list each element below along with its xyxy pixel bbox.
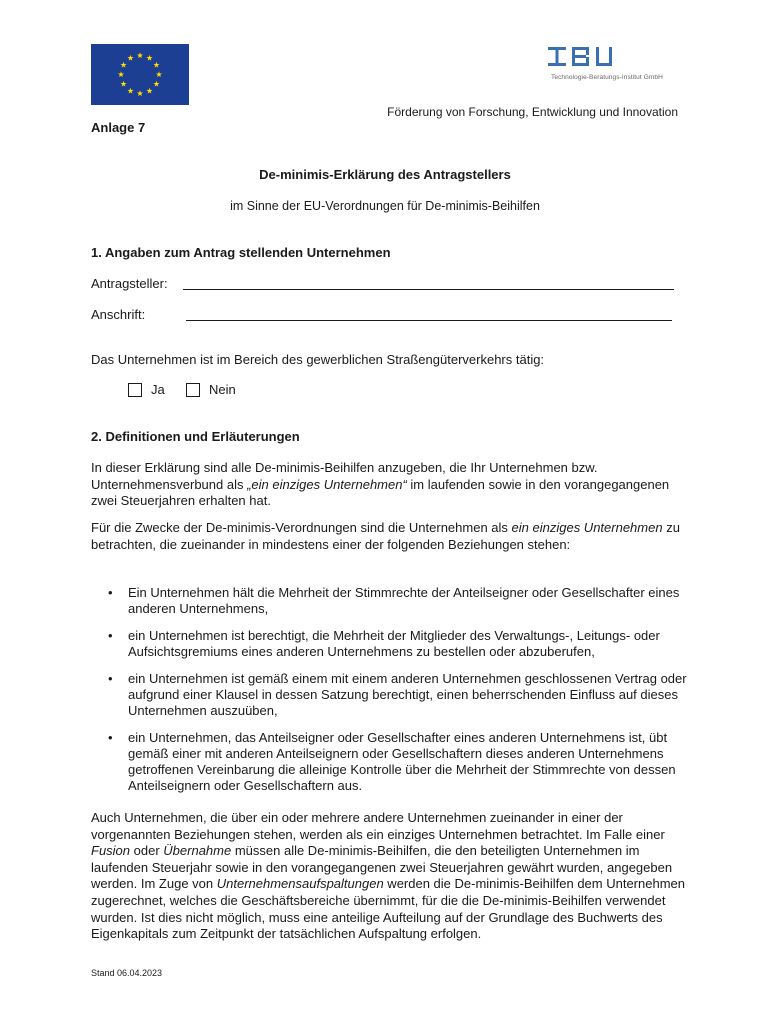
para3-emphasis-fusion: Fusion	[91, 843, 131, 859]
annex-label: Anlage 7	[91, 120, 146, 135]
definition-paragraph-1	[91, 460, 691, 510]
list-item: • Ein Unternehmen hält die Mehrheit der Stimmrechte der Anteilseigner oder Gesellschafter eines anderen Unternehmens,	[108, 585, 691, 617]
para2-text-b: zu betrachten, die zueinander in mindestens einer der folgenden Beziehungen stehen:	[91, 520, 680, 552]
para2-text-a: Für die Zwecke der De-minimis-Verordnungen sind die Unternehmen als	[91, 520, 512, 535]
para2-emphasis: ein einziges Unternehmen	[511, 520, 663, 535]
section-2-heading: 2. Definitionen und Erläuterungen	[91, 429, 300, 444]
relationship-list	[108, 585, 691, 805]
document-title: De-minimis-Erklärung des Antragstellers	[259, 167, 511, 182]
section-1-heading: 1. Angaben zum Antrag stellenden Unternehmen	[91, 245, 391, 260]
address-label: Anschrift:	[91, 307, 146, 322]
road-freight-question: Das Unternehmen ist im Bereich des gewerblichen Straßengüterverkehrs tätig:	[91, 352, 545, 367]
logo-subtitle: Technologie-Beratungs-Institut GmbH	[551, 74, 663, 81]
para3-text-1: Auch Unternehmen, die über ein oder mehrere andere Unternehmen zueinander in einer der vorgenannten Beziehungen stehen, werden als ein einziges Unternehmen betrachtet. Im Falle einer	[91, 810, 665, 842]
definition-paragraph-2	[91, 520, 691, 553]
option-no[interactable]	[186, 382, 236, 397]
no-label: Nein	[209, 382, 236, 397]
funding-line: Förderung von Forschung, Entwicklung und Innovation	[387, 105, 678, 119]
eu-flag-logo	[91, 44, 189, 105]
address-field[interactable]	[186, 320, 672, 321]
footer-date: Stand 06.04.2023	[91, 968, 163, 978]
para1-emphasis: „ein einziges Unternehmen“	[247, 476, 407, 492]
para1-text-b: im laufenden sowie in den vorangegangenen zwei Steuerjahren erhalten hat.	[91, 476, 670, 509]
list-item: • ein Unternehmen ist berechtigt, die Mehrheit der Mitglieder des Verwaltungs-, Leitungs- oder Aufsichtsgremiums eines anderen Unternehmens zu bestellen oder abzuberufen,	[108, 628, 691, 660]
list-item: • ein Unternehmen ist gemäß einem mit einem anderen Unternehmen geschlossenen Vertrag oder aufgrund einer Klausel in dessen Satzung berechtigt, einen beherrschenden Einfluss auf dieses Unternehmen auszuüben,	[108, 671, 691, 719]
tbi-logo-mark	[548, 44, 618, 70]
para3-emphasis-split: Unternehmensaufspaltungen	[216, 876, 384, 892]
yes-label: Ja	[151, 382, 165, 397]
tbi-logo	[548, 44, 674, 84]
option-yes[interactable]	[128, 382, 165, 397]
para3-text-2: oder	[130, 843, 164, 859]
document-subtitle: im Sinne der EU-Verordnungen für De-minimis-Beihilfen	[230, 199, 540, 213]
para1-text-a: In dieser Erklärung sind alle De-minimis-Beihilfen anzugeben, die Ihr Unternehmen bzw. Unternehmensverbund als	[91, 460, 598, 492]
para3-text-4: werden die De-minimis-Beihilfen dem Unternehmen zugerechnet, welches die Geschäftsbereiche übernimmt, für die die De-minimis-Beihilfen verwendet wurden. Ist dies nicht möglich, muss eine anteilige Aufteilung auf der Grundlage des Buchwerts des Eigenkapitals zum Zeitpunkt der tatsächlichen Aufspaltung erfolgen.	[91, 876, 685, 942]
no-checkbox[interactable]	[186, 383, 200, 397]
para3-emphasis-takeover: Übernahme	[163, 843, 232, 859]
applicant-label: Antragsteller:	[91, 276, 168, 291]
yes-checkbox[interactable]	[128, 383, 142, 397]
applicant-field[interactable]	[183, 289, 674, 290]
definition-paragraph-3	[91, 810, 691, 943]
para3-text-3: müssen alle De-minimis-Beihilfen, die den beteiligten Unternehmen im laufenden Steuerjahr sowie in den vorangegangenen zwei Steuerjahren gewährt wurden, angegeben werden. Im Zuge von	[91, 843, 673, 892]
list-item: • ein Unternehmen, das Anteilseigner oder Gesellschafter eines anderen Unternehmens ist, übt gemäß einer mit anderen Anteilseignern oder Gesellschaftern dieses anderen Unternehmens getroffenen Vereinbarung die alleinige Kontrolle über die Mehrheit der Stimmrechte von dessen Anteilseignern oder Gesellschaftern aus.	[108, 730, 691, 794]
